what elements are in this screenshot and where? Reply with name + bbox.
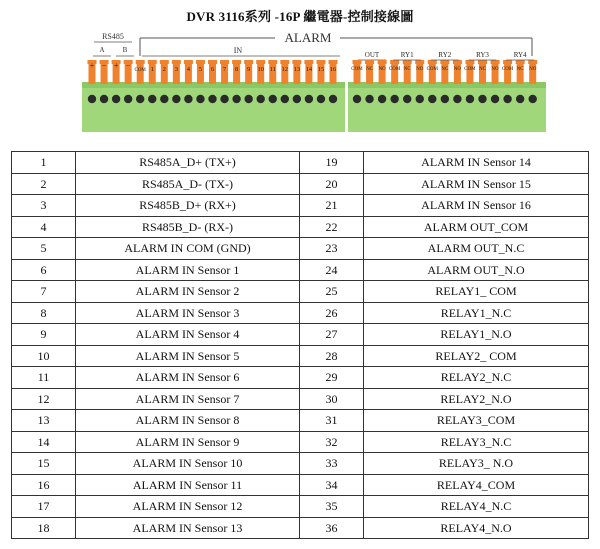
terminal-pin-right-2 (366, 62, 373, 84)
pin-signal-cell: RELAY1_ COM (364, 281, 589, 303)
terminal-screw-right-8 (441, 95, 449, 103)
terminal-pin-cap-right-7 (428, 60, 437, 64)
out-label: OUT (364, 51, 380, 59)
out-term-label: NC (441, 67, 449, 72)
alarm-in-number-label: 13 (293, 66, 301, 73)
relay-label: RY1 (400, 51, 414, 59)
terminal-screw-left-13 (232, 95, 240, 103)
alarm-in-number-label: 14 (305, 66, 313, 73)
terminal-block-diagram (0, 0, 600, 140)
terminal-screw-left-15 (257, 95, 265, 103)
pin-number-cell: 27 (300, 324, 364, 346)
alarm-in-number-label: 2 (162, 66, 166, 73)
table-row (12, 195, 589, 217)
pin-number-cell: 8 (12, 302, 76, 324)
alarm-in-number-label: 11 (269, 66, 276, 73)
terminal-screw-left-20 (317, 95, 325, 103)
terminal-screw-left-4 (124, 95, 132, 103)
terminal-pin-right-14 (517, 62, 524, 84)
out-term-label: NC (516, 67, 524, 72)
terminal-pin-right-1 (354, 62, 361, 84)
pin-signal-cell: ALARM OUT_N.C (364, 238, 589, 260)
terminal-pin-right-13 (504, 62, 511, 84)
pin-signal-cell: RELAY2_N.C (364, 367, 589, 389)
terminal-pin-cap-left-21 (329, 60, 338, 64)
terminal-pin-cap-left-17 (280, 60, 289, 64)
terminal-screw-right-14 (516, 95, 524, 103)
terminal-pin-cap-right-12 (491, 60, 500, 64)
terminal-pin-cap-left-7 (160, 60, 169, 64)
terminal-pin-cap-left-16 (268, 60, 277, 64)
terminal-pin-cap-left-6 (148, 60, 157, 64)
pin-signal-cell: RELAY2_N.O (364, 388, 589, 410)
terminal-screw-right-13 (503, 95, 511, 103)
terminal-pin-right-9 (454, 62, 461, 84)
rs485-pin-sign: − (101, 61, 107, 70)
relay-label: RY3 (476, 51, 489, 59)
terminal-screw-left-11 (208, 95, 216, 103)
terminal-screw-left-16 (269, 95, 277, 103)
terminal-pin-cap-right-8 (440, 60, 449, 64)
terminal-board-left (82, 82, 345, 132)
page-title: DVR 3116系列 -16P 繼電器-控制接線圖 (186, 9, 414, 24)
terminal-screw-left-12 (220, 95, 228, 103)
alarm-in-number-label: 16 (329, 66, 337, 73)
terminal-screw-right-7 (428, 95, 436, 103)
pin-signal-cell: RELAY4_N.O (364, 517, 589, 539)
terminal-pin-right-15 (529, 62, 536, 84)
pin-number-cell: 32 (300, 431, 364, 453)
alarm-in-number-label: 12 (281, 66, 289, 73)
relay-label: RY4 (513, 51, 527, 59)
terminal-pin-cap-right-6 (415, 60, 424, 64)
table-row (12, 431, 589, 453)
terminal-pin-cap-left-20 (316, 60, 325, 64)
pin-signal-cell: ALARM IN Sensor 8 (76, 410, 300, 432)
terminal-pin-cap-right-13 (503, 60, 512, 64)
terminal-screw-left-10 (196, 95, 204, 103)
rs485-pin-sign: + (113, 61, 119, 70)
alarm-in-number-label: 1 (150, 66, 154, 73)
pin-signal-cell: ALARM IN Sensor 12 (76, 496, 300, 518)
alarm-in-number-label: 4 (186, 66, 191, 73)
terminal-pin-cap-left-5 (136, 60, 145, 64)
alarm-in-com-label: COM (134, 68, 146, 73)
out-term-label: NO (529, 67, 537, 72)
terminal-pin-cap-right-10 (465, 60, 474, 64)
alarm-in-number-label: 9 (247, 66, 251, 73)
out-term-label: NO (378, 67, 386, 72)
pin-signal-cell: RS485B_D- (RX-) (76, 216, 300, 238)
pin-signal-cell: RS485B_D+ (RX+) (76, 195, 300, 217)
terminal-pin-right-8 (441, 62, 448, 84)
pin-number-cell: 16 (12, 474, 76, 496)
pin-number-cell: 6 (12, 259, 76, 281)
terminal-pin-cap-right-4 (390, 60, 399, 64)
pin-signal-cell: ALARM IN COM (GND) (76, 238, 300, 260)
table-row (12, 453, 589, 475)
pin-signal-cell: ALARM IN Sensor 5 (76, 345, 300, 367)
pin-number-cell: 35 (300, 496, 364, 518)
pin-signal-cell: ALARM IN Sensor 14 (364, 152, 589, 174)
pin-signal-cell: RELAY4_COM (364, 474, 589, 496)
terminal-pin-cap-left-10 (196, 60, 205, 64)
pin-number-cell: 15 (12, 453, 76, 475)
rs485-a-label: A (99, 46, 105, 54)
in-label: IN (233, 46, 243, 55)
out-term-label: COM (501, 67, 514, 72)
table-row (12, 388, 589, 410)
rs485-pin-sign: − (125, 61, 131, 70)
pin-signal-cell: ALARM OUT_N.O (364, 259, 589, 281)
out-term-label: COM (388, 67, 401, 72)
pin-number-cell: 29 (300, 367, 364, 389)
out-term-label: NC (403, 67, 411, 72)
alarm-in-number-label: 10 (257, 66, 264, 73)
alarm-in-number-label: 8 (234, 66, 239, 73)
terminal-screw-left-21 (329, 95, 337, 103)
pin-signal-cell: ALARM IN Sensor 3 (76, 302, 300, 324)
pin-signal-cell: ALARM IN Sensor 10 (76, 453, 300, 475)
pin-signal-cell: ALARM IN Sensor 15 (364, 173, 589, 195)
terminal-pin-cap-left-18 (292, 60, 301, 64)
terminal-pin-cap-left-15 (256, 60, 265, 64)
pin-signal-cell: ALARM IN Sensor 9 (76, 431, 300, 453)
pin-number-cell: 2 (12, 173, 76, 195)
terminal-screw-right-5 (403, 95, 411, 103)
pin-signal-cell: RELAY4_N.C (364, 496, 589, 518)
pin-number-cell: 20 (300, 173, 364, 195)
terminal-screw-right-4 (390, 95, 398, 103)
alarm-in-number-label: 5 (198, 66, 203, 73)
pin-signal-cell: RS485A_D+ (TX+) (76, 152, 300, 174)
terminal-board-right (348, 82, 546, 132)
terminal-pin-right-7 (429, 62, 436, 84)
pin-number-cell: 21 (300, 195, 364, 217)
pin-signal-cell: ALARM IN Sensor 6 (76, 367, 300, 389)
terminal-screw-left-1 (88, 95, 96, 103)
pin-number-cell: 11 (12, 367, 76, 389)
rs485-label: RS485 (102, 32, 124, 41)
terminal-screw-left-18 (293, 95, 301, 103)
terminal-screw-right-11 (478, 95, 486, 103)
pin-assignment-table (11, 151, 589, 539)
pin-signal-cell: RELAY1_N.O (364, 324, 589, 346)
out-term-label: COM (464, 67, 476, 72)
pin-number-cell: 25 (300, 281, 364, 303)
pin-number-cell: 17 (12, 496, 76, 518)
terminal-pin-cap-left-14 (244, 60, 253, 64)
terminal-screw-right-15 (529, 95, 537, 103)
terminal-pin-right-6 (416, 62, 423, 84)
pin-number-cell: 33 (300, 453, 364, 475)
pin-signal-cell: ALARM IN Sensor 1 (76, 259, 300, 281)
terminal-pin-cap-left-9 (184, 60, 193, 64)
pin-number-cell: 10 (12, 345, 76, 367)
pin-signal-cell: ALARM IN Sensor 7 (76, 388, 300, 410)
alarm-label: ALARM (284, 30, 332, 45)
pin-signal-cell: RELAY1_N.C (364, 302, 589, 324)
pin-number-cell: 34 (300, 474, 364, 496)
table-row (12, 173, 589, 195)
terminal-pin-right-4 (391, 62, 398, 84)
table-row (12, 281, 589, 303)
pin-number-cell: 9 (12, 324, 76, 346)
pin-signal-cell: RELAY3_N.C (364, 431, 589, 453)
terminal-pin-cap-left-12 (220, 60, 229, 64)
terminal-pin-cap-left-8 (172, 60, 181, 64)
pin-number-cell: 7 (12, 281, 76, 303)
terminal-pin-right-3 (379, 62, 386, 84)
terminal-screw-right-3 (378, 95, 386, 103)
pin-signal-cell: ALARM OUT_COM (364, 216, 589, 238)
pin-number-cell: 13 (12, 410, 76, 432)
pin-number-cell: 31 (300, 410, 364, 432)
pin-number-cell: 18 (12, 517, 76, 539)
table-row (12, 152, 589, 174)
pin-signal-cell: RELAY3_COM (364, 410, 589, 432)
table-row (12, 302, 589, 324)
terminal-pin-right-10 (466, 62, 473, 84)
out-term-label: COM (351, 67, 363, 72)
alarm-in-number-label: 7 (222, 66, 227, 73)
terminal-screw-right-9 (453, 95, 461, 103)
alarm-in-number-label: 3 (174, 66, 178, 73)
out-term-label: NO (453, 67, 462, 72)
pin-signal-cell: ALARM IN Sensor 13 (76, 517, 300, 539)
pin-number-cell: 36 (300, 517, 364, 539)
terminal-screw-right-10 (466, 95, 474, 103)
pin-number-cell: 14 (12, 431, 76, 453)
pin-signal-cell: RS485A_D- (TX-) (76, 173, 300, 195)
terminal-screw-left-2 (100, 95, 108, 103)
relay-label: RY2 (438, 51, 452, 59)
table-row (12, 496, 589, 518)
pin-number-cell: 1 (12, 152, 76, 174)
table-row (12, 517, 589, 539)
terminal-pin-cap-left-11 (208, 60, 217, 64)
terminal-pin-cap-right-5 (403, 60, 412, 64)
terminal-pin-right-12 (492, 62, 499, 84)
table-row (12, 474, 589, 496)
out-term-label: NO (416, 67, 424, 72)
terminal-pin-cap-right-15 (528, 60, 537, 64)
pin-signal-cell: RELAY2_ COM (364, 345, 589, 367)
rs485-pin-sign: + (89, 61, 95, 70)
terminal-pin-cap-right-14 (516, 60, 525, 64)
pin-number-cell: 24 (300, 259, 364, 281)
terminal-pin-right-11 (479, 62, 486, 84)
pin-number-cell: 19 (300, 152, 364, 174)
pin-signal-cell: ALARM IN Sensor 4 (76, 324, 300, 346)
table-row (12, 238, 589, 260)
terminal-screw-left-14 (244, 95, 252, 103)
pin-signal-cell: RELAY3_ N.O (364, 453, 589, 475)
table-row (12, 345, 589, 367)
alarm-in-number-label: 6 (210, 66, 215, 73)
pin-number-cell: 28 (300, 345, 364, 367)
terminal-screw-left-3 (112, 95, 120, 103)
table-row (12, 367, 589, 389)
pin-number-cell: 4 (12, 216, 76, 238)
terminal-screw-left-5 (136, 95, 144, 103)
terminal-screw-right-1 (353, 95, 361, 103)
pin-signal-cell: ALARM IN Sensor 2 (76, 281, 300, 303)
table-row (12, 324, 589, 346)
out-term-label: NC (366, 67, 374, 72)
pin-number-cell: 3 (12, 195, 76, 217)
terminal-pin-cap-right-3 (378, 60, 387, 64)
terminal-pin-cap-left-19 (304, 60, 313, 64)
terminal-pin-right-5 (404, 62, 411, 84)
terminal-screw-left-8 (172, 95, 180, 103)
pin-number-cell: 5 (12, 238, 76, 260)
pin-signal-cell: ALARM IN Sensor 11 (76, 474, 300, 496)
pin-number-cell: 22 (300, 216, 364, 238)
terminal-pin-left-5 (137, 62, 144, 84)
terminal-pin-cap-right-2 (365, 60, 374, 64)
terminal-pin-cap-left-13 (232, 60, 241, 64)
terminal-pin-cap-right-1 (353, 60, 362, 64)
pin-number-cell: 26 (300, 302, 364, 324)
terminal-pin-cap-right-11 (478, 60, 487, 64)
table-row (12, 216, 589, 238)
terminal-screw-left-9 (184, 95, 192, 103)
pin-number-cell: 12 (12, 388, 76, 410)
terminal-screw-right-12 (491, 95, 499, 103)
rs485-b-label: B (122, 46, 128, 54)
table-row (12, 259, 589, 281)
terminal-screw-right-2 (365, 95, 373, 103)
terminal-pin-cap-right-9 (453, 60, 462, 64)
terminal-screw-left-17 (281, 95, 289, 103)
terminal-screw-right-6 (416, 95, 424, 103)
table-row (12, 410, 589, 432)
pin-signal-cell: ALARM IN Sensor 16 (364, 195, 589, 217)
terminal-screw-left-19 (305, 95, 313, 103)
out-term-label: NC (479, 67, 486, 72)
pin-number-cell: 23 (300, 238, 364, 260)
alarm-in-number-label: 15 (317, 66, 325, 73)
pin-number-cell: 30 (300, 388, 364, 410)
terminal-screw-left-7 (160, 95, 168, 103)
terminal-screw-left-6 (148, 95, 156, 103)
out-term-label: NO (491, 67, 499, 72)
out-term-label: COM (426, 67, 439, 72)
